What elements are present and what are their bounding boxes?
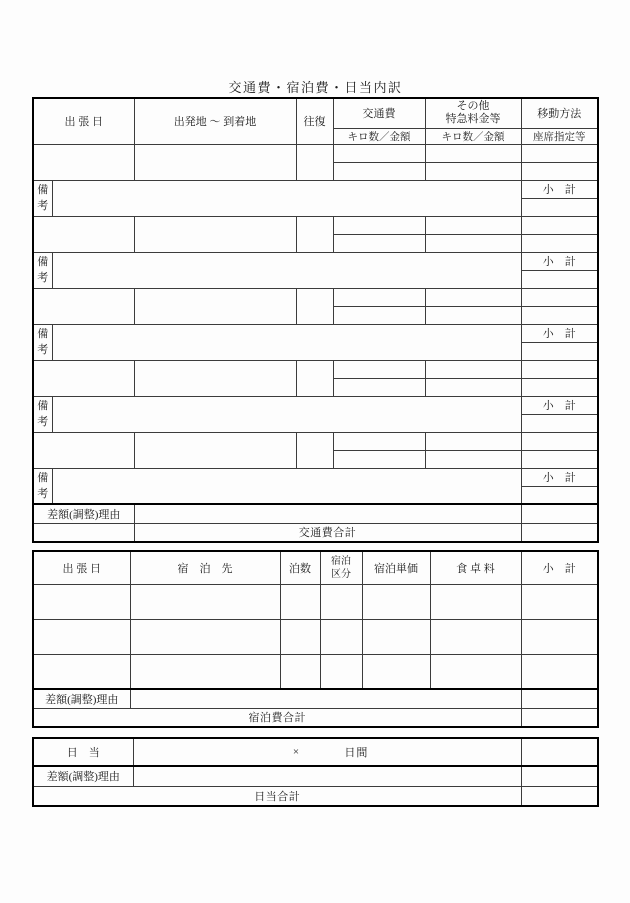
method-cell (521, 288, 598, 306)
remarks-row (33, 468, 598, 486)
trip-date-cell (33, 432, 134, 468)
other-fee-cell (425, 306, 521, 324)
subtotal-label: 小 計 (521, 468, 598, 486)
subheader-other-km-amount: キロ数／金額 (425, 128, 521, 144)
place-cell (130, 654, 280, 689)
col-header-trip-date: 出 張 日 (33, 551, 130, 584)
lodging-adjustment-row (33, 689, 598, 708)
fare-cell (333, 306, 425, 324)
col-header-category (320, 551, 362, 584)
route-cell (134, 216, 296, 252)
transport-entry-row (33, 288, 598, 306)
allowance-value-cell (521, 738, 598, 766)
lodging-expense-table (32, 550, 599, 728)
transport-adjustment-row (33, 504, 598, 523)
col-header-other-fees (425, 98, 521, 128)
adjustment-value-cell (521, 766, 598, 786)
remarks-label: 備 考 (33, 252, 52, 288)
nights-cell (280, 619, 320, 654)
col-header-trip-date: 出 張 日 (33, 98, 134, 144)
transport-entry-row (33, 360, 598, 378)
fare-cell (333, 432, 425, 450)
remarks-label: 備 考 (33, 324, 52, 360)
transport-expense-table (32, 97, 599, 543)
trip-date-cell (33, 288, 134, 324)
col-header-meal-fee: 食 卓 料 (430, 551, 521, 584)
col-header-route: 出発地 ～ 到着地 (134, 98, 296, 144)
transport-entry-row (33, 432, 598, 450)
unit-price-cell (362, 619, 430, 654)
days-label: 日間 (344, 747, 369, 759)
adjustment-reason-label: 差額(調整)理由 (33, 766, 133, 786)
subtotal-cell (521, 619, 598, 654)
other-fees-line2: 特急料金等 (445, 113, 501, 126)
remarks-label: 備 考 (33, 180, 52, 216)
other-fee-cell (425, 450, 521, 468)
subtotal-label: 小 計 (521, 396, 598, 414)
unit-price-cell (362, 584, 430, 619)
lodging-entry-row (33, 654, 598, 689)
lodging-total-label: 宿泊費合計 (33, 708, 521, 727)
fare-cell (333, 450, 425, 468)
other-fee-cell (425, 144, 521, 162)
allowance-total-value-cell (521, 786, 598, 806)
adjustment-reason-cell (134, 504, 521, 523)
transport-total-label: 交通費合計 (134, 523, 521, 542)
round-trip-cell (296, 144, 333, 180)
nights-cell (280, 654, 320, 689)
adjustment-reason-label: 差額(調整)理由 (33, 504, 134, 523)
method-cell (521, 144, 598, 162)
other-fee-cell (425, 378, 521, 396)
subtotal-value-cell (521, 270, 598, 288)
adjustment-reason-cell (133, 766, 521, 786)
daily-allowance-label: 日 当 (33, 738, 133, 766)
round-trip-cell (296, 288, 333, 324)
allowance-total-row (33, 786, 598, 806)
trip-date-cell (33, 144, 134, 180)
method-cell (521, 450, 598, 468)
remarks-cell (52, 324, 521, 360)
allowance-total-label: 日当合計 (33, 786, 521, 806)
col-header-fare: 交通費 (333, 98, 425, 128)
col-header-place: 宿 泊 先 (130, 551, 280, 584)
col-header-subtotal: 小 計 (521, 551, 598, 584)
subtotal-label: 小 計 (521, 324, 598, 342)
fare-cell (333, 234, 425, 252)
method-cell (521, 432, 598, 450)
allowance-adjustment-row (33, 766, 598, 786)
other-fee-cell (425, 432, 521, 450)
method-cell (521, 378, 598, 396)
method-cell (521, 162, 598, 180)
adjustment-value-cell (521, 504, 598, 523)
fare-cell (333, 360, 425, 378)
lodging-total-row (33, 708, 598, 727)
category-cell (320, 654, 362, 689)
meal-fee-cell (430, 584, 521, 619)
col-header-round-trip: 往復 (296, 98, 333, 144)
page-title: 交通費・宿泊費・日当内訳 (228, 80, 403, 95)
remarks-label: 備 考 (33, 468, 52, 504)
multiply-sign: × (292, 746, 300, 758)
subtotal-value-cell (521, 414, 598, 432)
fare-cell (333, 288, 425, 306)
transport-entry-row (33, 216, 598, 234)
subheader-fare-km-amount: キロ数／金額 (333, 128, 425, 144)
method-cell (521, 234, 598, 252)
adjustment-reason-label: 差額(調整)理由 (33, 689, 130, 708)
method-cell (521, 216, 598, 234)
remarks-row (33, 396, 598, 414)
method-cell (521, 360, 598, 378)
category-cell (320, 584, 362, 619)
subtotal-value-cell (521, 198, 598, 216)
subtotal-label: 小 計 (521, 252, 598, 270)
remarks-cell (52, 252, 521, 288)
col-header-method: 移動方法 (521, 98, 598, 128)
subtotal-cell (521, 584, 598, 619)
other-fees-line1: その他 (456, 100, 490, 113)
round-trip-cell (296, 432, 333, 468)
other-fee-cell (425, 288, 521, 306)
nights-cell (280, 584, 320, 619)
category-cell (320, 619, 362, 654)
lodging-entry-row (33, 584, 598, 619)
round-trip-cell (296, 360, 333, 396)
lodging-header-row (33, 551, 598, 584)
fare-cell (333, 144, 425, 162)
trip-date-cell (33, 216, 134, 252)
remarks-row (33, 324, 598, 342)
remarks-label: 備 考 (33, 396, 52, 432)
other-fee-cell (425, 234, 521, 252)
place-cell (130, 584, 280, 619)
total-row-blank-cell (33, 523, 134, 542)
unit-price-cell (362, 654, 430, 689)
col-header-nights: 泊数 (280, 551, 320, 584)
other-fee-cell (425, 360, 521, 378)
subtotal-value-cell (521, 342, 598, 360)
fare-cell (333, 378, 425, 396)
daily-allowance-table (32, 737, 599, 807)
route-cell (134, 360, 296, 396)
remarks-cell (52, 180, 521, 216)
fare-cell (333, 216, 425, 234)
allowance-calculation-cell (133, 738, 521, 766)
trip-date-cell (33, 619, 130, 654)
trip-date-cell (33, 584, 130, 619)
lodging-entry-row (33, 619, 598, 654)
adjustment-value-cell (521, 689, 598, 708)
place-cell (130, 619, 280, 654)
method-cell (521, 306, 598, 324)
other-fee-cell (425, 162, 521, 180)
lodging-total-value-cell (521, 708, 598, 727)
category-line1: 宿泊 (331, 555, 351, 567)
meal-fee-cell (430, 619, 521, 654)
remarks-cell (52, 468, 521, 504)
col-header-unit-price: 宿泊単価 (362, 551, 430, 584)
route-cell (134, 432, 296, 468)
transport-entry-row (33, 144, 598, 162)
route-cell (134, 144, 296, 180)
trip-date-cell (33, 654, 130, 689)
route-cell (134, 288, 296, 324)
remarks-cell (52, 396, 521, 432)
allowance-entry-row (33, 738, 598, 766)
round-trip-cell (296, 216, 333, 252)
transport-total-row (33, 523, 598, 542)
trip-date-cell (33, 360, 134, 396)
adjustment-reason-cell (130, 689, 521, 708)
category-line2: 区分 (331, 568, 351, 580)
transport-header-row (33, 98, 598, 128)
other-fee-cell (425, 216, 521, 234)
fare-cell (333, 162, 425, 180)
subtotal-label: 小 計 (521, 180, 598, 198)
transport-total-value-cell (521, 523, 598, 542)
remarks-row (33, 252, 598, 270)
subtotal-value-cell (521, 486, 598, 504)
meal-fee-cell (430, 654, 521, 689)
subtotal-cell (521, 654, 598, 689)
remarks-row (33, 180, 598, 198)
subheader-seat: 座席指定等 (521, 128, 598, 144)
